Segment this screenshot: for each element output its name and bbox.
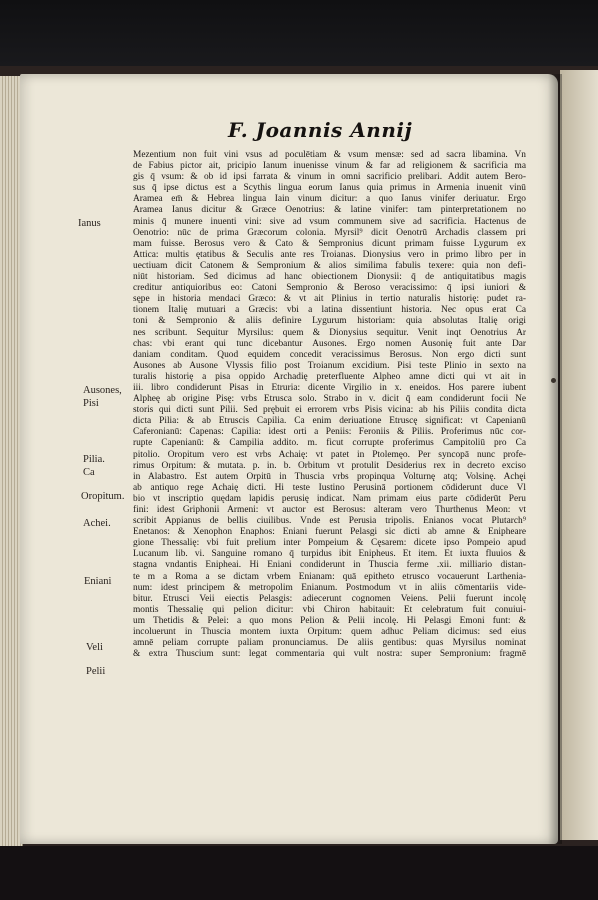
facing-page-edge: [560, 70, 598, 840]
margin-note-oropitum: Oropitum.: [81, 491, 125, 502]
text-line: gione Thessalię: vbi fuit prelium inter Pompeium & Cęsarem: dicete ipso Pompeio apud: [133, 538, 526, 549]
text-line: amnē peliam corrupte paliam pronunciamus. De aliis gentibus: quas Myrsilus nominat: [133, 638, 526, 649]
gutter-shadow: [548, 74, 562, 844]
text-line: mam fuisse. Berosus vero & Cato & Sempronius dicunt primam fuisse Lygurum ex: [133, 238, 526, 249]
text-line: fini: idest Griphonii Armeni: vt auctor est Berosus: alteram vero Thurthenus Meon: vt: [133, 505, 526, 515]
text-line: um Thetidis & Pelei: a quo mons Pelion & Pelii incolę. Hi Pelasgi Emoni funt: &: [133, 615, 526, 626]
text-line: daniam conditam. Quod equidem concedit veracissimus Berosus. Non ergo dicti sunt: [133, 349, 526, 360]
margin-note-ca: Ca: [83, 467, 95, 478]
text-line: stagna vndantis Enipheai. Hi Eniani condiderunt in Thuscia ferme .xii. milliario distan-: [133, 560, 526, 571]
dark-background-bottom: [0, 846, 598, 900]
text-line: Lucanum lib. vi. Sanguine romano q̄ turpidus ibit Enipheus. Et item. Et iuxta fluuios &: [133, 549, 526, 560]
margin-note-ausones: Ausones,: [83, 385, 122, 396]
dark-background-top: [0, 0, 598, 72]
text-line: Attica: multis ętatibus & Seculis ante res Troianas. Dionysius vero in primo libro per in: [133, 249, 526, 260]
text-line: pitolio. Oropitum vero est vrbs Achaię: vt patet in Ptolemęo. Per syncopā nunc profe-: [133, 449, 526, 460]
text-line: gis q̄ vsum: & ob id ipsi farrata & vinum in omni sacrificio prelibari. Addit autem Bero-: [133, 172, 526, 183]
text-line: bitur. Etrusci Veii eiectis Pelasgis: adiecerunt cognomen Veiens. Pelii fuerunt incolę: [133, 593, 526, 604]
margin-note-pelii: Pelii: [86, 666, 106, 677]
text-line: tionem Italię mutuari a Græcis: vbi a latina dissentiunt historia. Nec opus erat Ca: [133, 305, 526, 316]
text-line: storis qui dicti sunt Pilii. Sed prębuit ei errorem vrbs Pisis vicina: ab his Piliis condita dicta: [133, 405, 526, 416]
text-line: ab antiquo rege Achaię dicti. Hi teste Iustino Perusinā portionem cōdiderunt duce Vl: [133, 482, 526, 493]
text-line: de Fabius pictor ait, pricipio Ianum inuenisse vinum & far ad religionem & sacrificia ma: [133, 161, 526, 172]
margin-note-achei: Achei.: [83, 518, 111, 529]
text-line: rupte Capenianū: & Campilia addito. m. ficut corrupte proferimus Campitoliū pro Ca: [133, 438, 526, 449]
text-line: Alpheę ab origine Pisę: vrbs Etrusca solo. Strabo in v. dicit q̄ eam condiderunt focii Ne: [133, 394, 526, 405]
text-line: turalis historię a pisa oppido Archadię preterfluente Alpheo amne dicti qui vt ait in: [133, 371, 526, 382]
margin-note-ianus: Ianus: [78, 218, 101, 229]
text-line: Aramea em̄ & Hebrea lingua Iain vinum dicitur: a quo Ianus vinifer deriuatur. Ergo: [133, 194, 526, 205]
text-line: toni & Sempronio & aliis definire Lygurum historiam: quia absolutas Italię origi: [133, 316, 526, 327]
margin-note-pisi: Pisi: [83, 398, 99, 409]
text-line: rimus Orpitum: & mutata. p. in. b. Orbitum vt protulit Desiderius rex in decreto exciso: [133, 460, 526, 471]
text-line: sępe in historia mendaci Græco: & vt ait Plinius in tertio naturalis historię: pudet ra-: [133, 294, 526, 305]
text-line: dicta Pilia: & ab Etruscis Capilia. Ca enim deriuatione Etruscę significat: vt Capenianū: [133, 416, 526, 427]
text-line: scribit Appianus de bellis ciuilibus. Vnde est Perusia tripolis. Enianos vocat Plutarch⁹: [133, 516, 526, 527]
page-dot-mark: [551, 378, 556, 383]
text-line: Aramea Ianus dicitur & Græce Oenotrius: & latine vinifer: tam pinterpretationem no: [133, 205, 526, 216]
text-line: minis q̄ munere inuenti vini: sive ad vsum communem sive ad sacrificia. Hactenus de: [133, 216, 526, 227]
text-line: Ausones ab Ausone Vlyssis filio post Troianum excidium. Pisi teste Plinio in sexto na: [133, 360, 526, 371]
text-line: chas: vbi erant qui tunc dicebantur Ausones. Ergo nomen Ausonię fuit ante Dar: [133, 338, 526, 349]
margin-note-pilia: Pilia.: [83, 454, 105, 465]
text-line: Enetanos: & Xenophon Enaphos: Eniani fuerunt Pelasgi sic dicti ab amne & Enipheare: [133, 527, 526, 538]
text-line: in Alabastro. Est autem Orpitū in Thuscia vrbs propinqua Volturnę atq; Volsinę. Achęi: [133, 471, 526, 482]
margin-note-eniani: Eniani: [84, 576, 112, 587]
text-line: nes scribunt. Sequitur Myrsilus: quem & Dionysius sequitur. Venit inqt Oenotrius Ar: [133, 327, 526, 338]
text-line: incoluerunt in Thuscia montem iuxta Orpitum: quem adhuc Peliam dicimus: sed eius: [133, 627, 526, 638]
text-line: bio vt inscriptio quędam lapidis perusię indicat. Nam primam eius parte cōdiderūt Peru: [133, 493, 526, 504]
text-line: iii. libro condiderunt Pisas in Etruria: dicente Virgilio in x. eneidos. Hos parere iubent: [133, 382, 526, 393]
text-line: sus q̄ ipse dictus est a Scythis lingua eorum Ianus quia primus in Armenia inuenit vinū: [133, 183, 526, 194]
text-line: te m a Roma a se dictam vrbem Enianam: quā epitheto etrusco vocauerunt Larthenia-: [133, 571, 526, 582]
text-line: creditur antiquioribus eo: Catoni Sempronio & Beroso veracissimo: q̄ ipsi iuniori &: [133, 283, 526, 294]
text-line: uectiuam dicit Catonem & Sempronium & alios similima fabulis texere: quia non defi-: [133, 260, 526, 271]
text-line: num: idest principem & metropolim Enianum. Postmodum vt in aliis cōmentariis vide-: [133, 582, 526, 593]
text-line: Caferonianū: Capenas: Capilia: idest orti a Peniis: Feroniis & Piliis. Proferimus nūc cor-: [133, 427, 526, 438]
margin-note-veli: Veli: [86, 642, 103, 653]
text-line: & extra Thuscium sunt: legat commentaria qui vult nostra: super Sempronium: fragmē: [133, 649, 526, 660]
text-line: niūt historiam. Sed dicimus ad hanc obiectionem Dionysii: q̄ de antiquitatibus magis: [133, 272, 526, 283]
body-text: [133, 150, 526, 660]
text-line: Mezentium non fuit vini vsus ad poculētiam & vsum mensæ: sed ad sacra libamina. Vn: [133, 150, 526, 160]
running-head: F. Joannis Annij: [228, 118, 413, 142]
text-line: montis Thessalię qui pelion dicitur: vbi Chiron habitauit: Et celebratum fuit conuiui-: [133, 604, 526, 615]
text-line: Oenotrio: nūc de prima Græcorum colonia. Myrsil⁹ dicit Oenotrū Archadis classem pri: [133, 227, 526, 238]
